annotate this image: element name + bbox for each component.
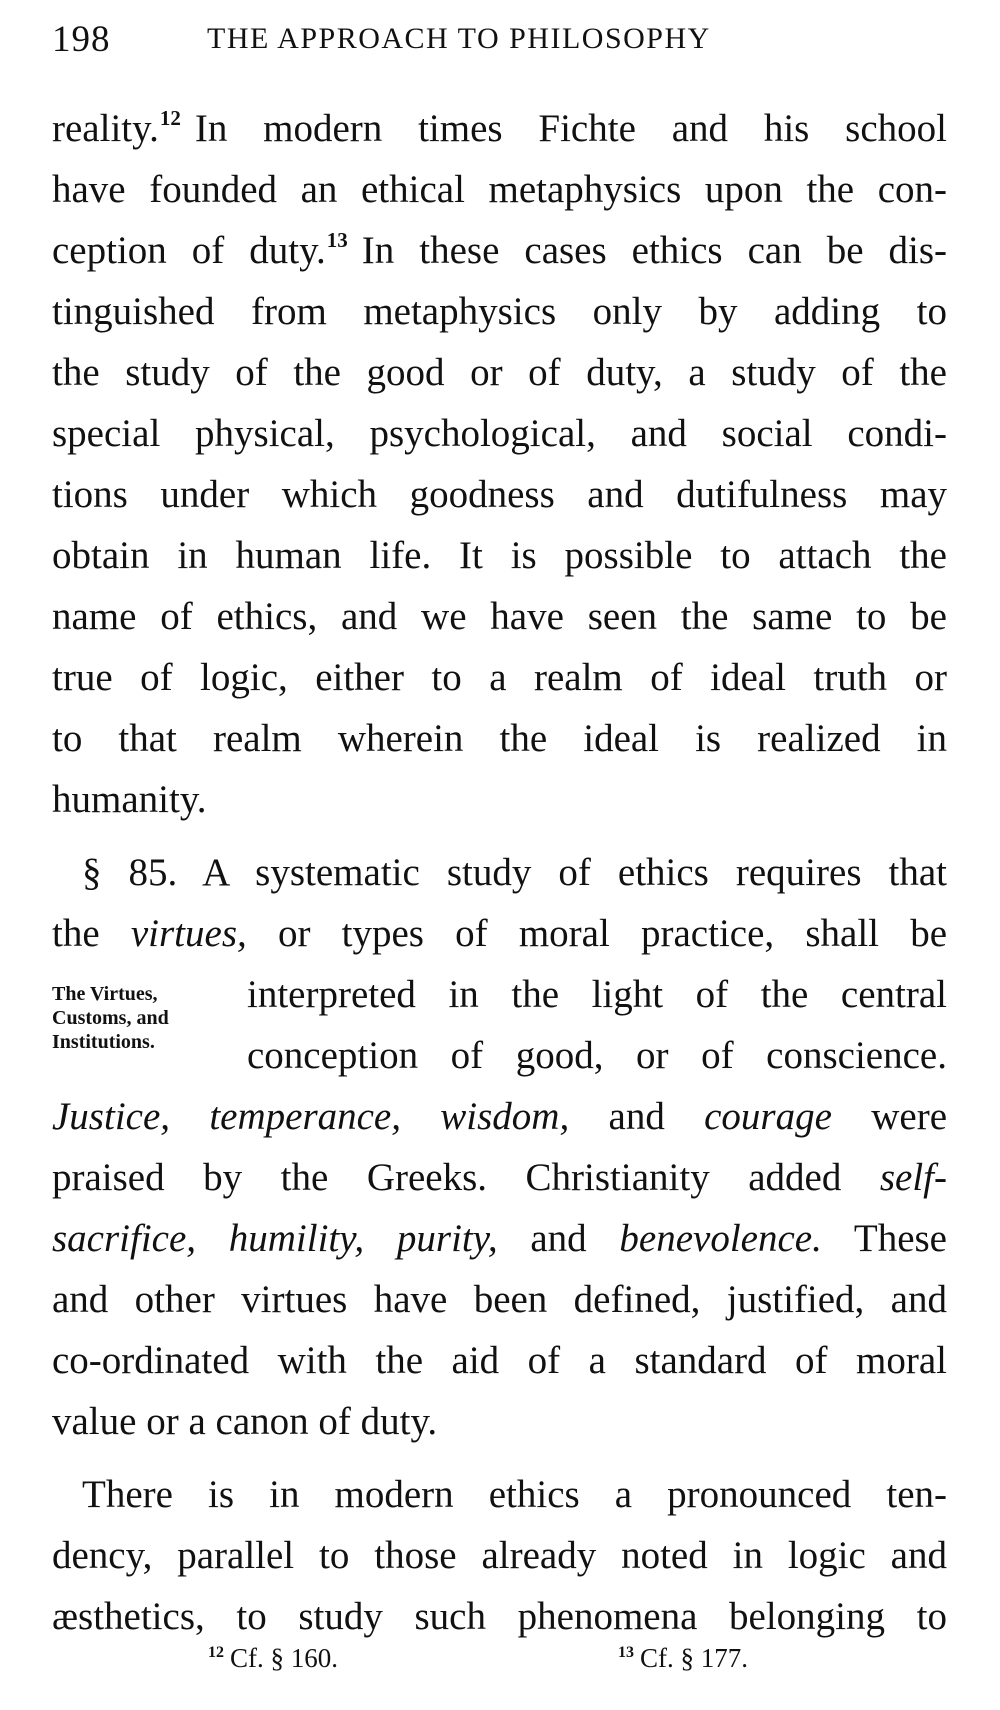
text-line: interpreted in the light of the central [247, 973, 947, 1016]
text-line: humanity. [52, 778, 207, 821]
text-line: the virtues, or types of moral practice, shall be [52, 912, 948, 955]
text-line: and other virtues have been defined, justified, and [52, 1278, 947, 1321]
text-line: dency, parallel to those already noted in logic and [52, 1534, 947, 1577]
text-line: the study of the good or of duty, a study of the [52, 351, 947, 394]
text-line: Justice, temperance, wisdom, and courage were [52, 1095, 948, 1138]
text-line: value or a canon of duty. [52, 1400, 438, 1443]
text-line: There is in modern ethics a pronounced ten- [82, 1473, 947, 1516]
running-title: THE APPROACH TO PHILOSOPHY [207, 22, 711, 55]
text-line: æsthetics, to study such phenomena belonging to [52, 1595, 947, 1638]
footnotes [0, 1643, 1000, 1683]
page-number: 198 [52, 19, 111, 60]
text-line: name of ethics, and we have seen the same to be [52, 595, 947, 638]
text-line: reality.$^{12}$ In modern times Fichte and his school [52, 106, 947, 150]
footnote-reference[interactable]: 13 [326, 228, 348, 252]
text-line: ception of duty.$^{13}$ In these cases ethics can be dis- [52, 228, 947, 272]
footnote-reference[interactable]: 12 [159, 106, 181, 130]
text-line: to that realm wherein the ideal is realized in [52, 717, 947, 760]
text-line: true of logic, either to a realm of ideal truth or [52, 656, 947, 699]
footnote-12: $^{12}$ Cf. § 160. [208, 1643, 338, 1673]
paragraph [52, 98, 947, 830]
line-with-side-note [52, 964, 947, 1053]
marginal-note: The Virtues, Customs, and Institutions. [52, 983, 169, 1053]
text-line: obtain in human life. It is possible to attach the [52, 534, 947, 577]
text-line: conception of good, or of conscience. [247, 1034, 947, 1077]
body-text [52, 98, 947, 1647]
running-head [52, 18, 952, 68]
paragraph-section-85 [52, 842, 947, 1452]
text-line: tions under which goodness and dutifulness may [52, 473, 947, 516]
text-line: special physical, psychological, and social condi- [52, 412, 947, 455]
text-line: tinguished from metaphysics only by adding to [52, 290, 947, 333]
text-line: co-ordinated with the aid of a standard of moral [52, 1339, 947, 1382]
text-line: § 85. A systematic study of ethics requires that [82, 851, 947, 894]
text-line: praised by the Greeks. Christianity added self- [52, 1156, 947, 1199]
line-with-side-note [52, 1025, 947, 1086]
text-line: have founded an ethical metaphysics upon the con- [52, 168, 947, 211]
footnote-13: $^{13}$ Cf. § 177. [618, 1643, 748, 1673]
paragraph [52, 1464, 947, 1647]
text-line: sacrifice, humility, purity, and benevolence. These [52, 1217, 947, 1260]
